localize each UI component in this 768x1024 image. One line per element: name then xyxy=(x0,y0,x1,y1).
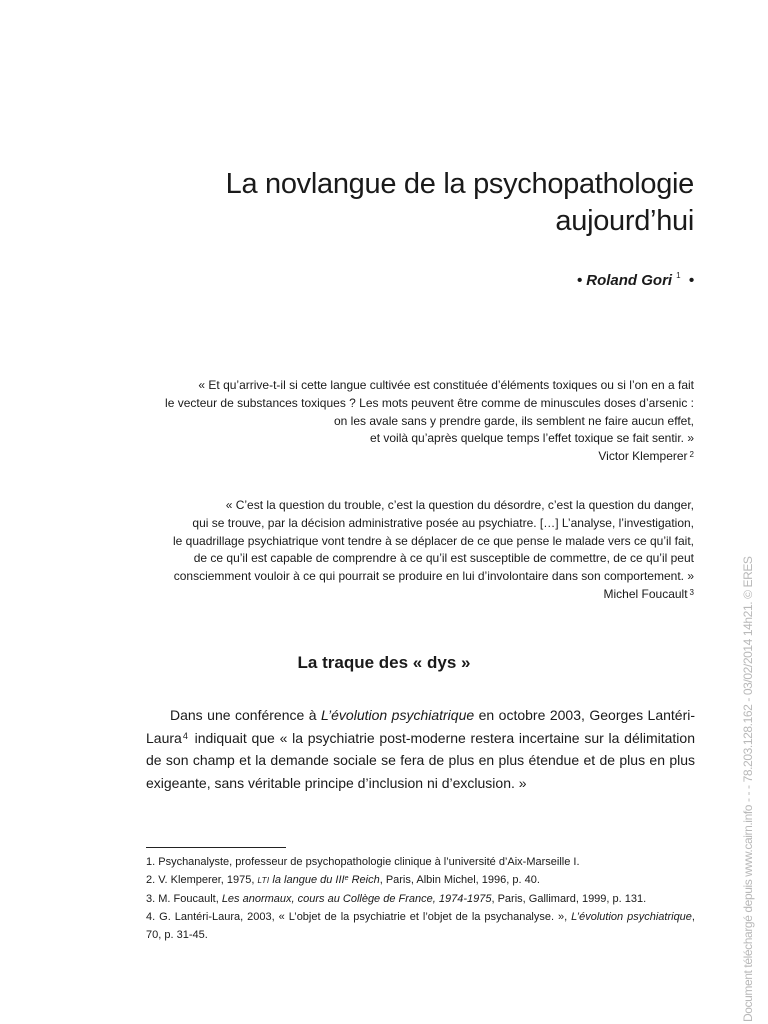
attribution-name: Victor Klemperer xyxy=(598,449,688,464)
footnote-3 xyxy=(146,890,695,908)
author-name: Roland Gori xyxy=(586,272,673,289)
author-byline xyxy=(577,272,694,289)
epigraph-line: de ce qu’il est capable de comprendre à ce qu’il est susceptible de commettre, de ce qu’il peut xyxy=(193,551,694,566)
bullet-left: • xyxy=(576,272,583,289)
epigraph-line: « Et qu’arrive-t-il si cette langue cultivée est constituée d’éléments toxiques ou si l’on en a fait xyxy=(198,378,694,392)
article-title xyxy=(134,166,694,240)
epigraph-line: « C’est la question du trouble, c’est la question du désordre, c’est la question du danger, xyxy=(225,498,694,512)
journal-title: L’évolution psychiatrique xyxy=(321,707,475,723)
footnote-1: 1. Psychanalyste, professeur de psychopathologie clinique à l’université d’Aix-Marseille I. xyxy=(146,856,580,868)
title-line-1: La novlangue de la psychopathologie xyxy=(225,168,694,200)
download-watermark xyxy=(738,502,758,1022)
footnote-text: 3. M. Foucault, xyxy=(146,893,222,905)
footnote-text: , Paris, Albin Michel, 1996, p. 40. xyxy=(379,874,540,886)
epigraph-line: on les avale sans y prendre garde, ils semblent ne faire aucun effet, xyxy=(334,413,694,428)
lti-abbrev: LTI xyxy=(257,876,270,885)
book-title: Les anormaux, cours au Collège de France, 1974-1975 xyxy=(221,893,492,905)
epigraph-line: le quadrillage psychiatrique vont tendre à se déplacer de ce que pense le malade vers ce qu’il fait, xyxy=(173,533,694,548)
footnote-ref[interactable]: 3 xyxy=(689,587,694,597)
epigraph-line: et voilà qu’après quelque temps l’effet toxique se fait sentir. » xyxy=(370,431,694,446)
book-title-part: Reich xyxy=(348,874,380,886)
footnote-2 xyxy=(146,871,695,890)
footnote-ref[interactable]: 2 xyxy=(689,450,694,460)
journal-title: L’évolution psychiatrique xyxy=(571,911,692,923)
footnote-text: 4. G. Lantéri-Laura, 2003, « L’objet de la psychiatrie et l’objet de la psychanalyse. », xyxy=(146,911,572,923)
footnote-4 xyxy=(146,908,695,944)
book-title-part: la langue du III xyxy=(269,874,345,886)
epigraph-line: consciemment vouloir à ce qui pourrait se produire en lui d’involontaire dans son comportement. » xyxy=(173,569,694,584)
footnote-text: , Paris, Gallimard, 1999, p. 131. xyxy=(491,893,647,905)
section-heading: La traque des « dys » xyxy=(297,653,471,672)
footnote-divider xyxy=(146,847,286,848)
watermark-text: Document téléchargé depuis www.cairn.info - - - 78.203.128.162 - 03/02/2014 14h21. © ERES xyxy=(741,556,755,1022)
epigraph-klemperer xyxy=(114,377,694,466)
epigraph-line: le vecteur de substances toxiques ? Les mots peuvent être comme de minuscules doses d’arsenic : xyxy=(165,395,694,410)
superscript: e xyxy=(344,875,349,882)
bullet-right: • xyxy=(688,272,694,289)
paragraph-text-2: en octobre 2003, Georges Lantéri-Laura xyxy=(146,707,696,746)
attribution-name: Michel Foucault xyxy=(603,586,688,601)
footnote-ref[interactable]: 4 xyxy=(182,730,188,741)
paragraph-text-1: Dans une conférence à xyxy=(170,707,322,723)
epigraph-attribution xyxy=(94,586,694,604)
body-paragraph xyxy=(146,704,695,794)
footnotes xyxy=(146,853,695,944)
epigraph-foucault xyxy=(94,497,694,604)
title-line-2: aujourd’hui xyxy=(555,205,694,237)
paragraph-text-3: indiquait que « la psychiatrie post-moderne restera incertaine sur la délimitation de son champ et la demande sociale se fera de plus en plus étendue et de plus en plus exigeante, sans véritable principe d’inclusion ni d’exclusion. » xyxy=(146,729,695,791)
footnote-text: 2. V. Klemperer, 1975, xyxy=(146,874,258,886)
author-footnote-ref[interactable]: 1 xyxy=(676,271,681,280)
footnote-text: , 70, p. 31-45. xyxy=(146,911,695,941)
epigraph-attribution xyxy=(114,448,694,466)
book-title xyxy=(269,874,379,886)
epigraph-line: qui se trouve, par la décision administrative posée au psychiatre. […] L’analyse, l’investigation, xyxy=(192,515,694,530)
